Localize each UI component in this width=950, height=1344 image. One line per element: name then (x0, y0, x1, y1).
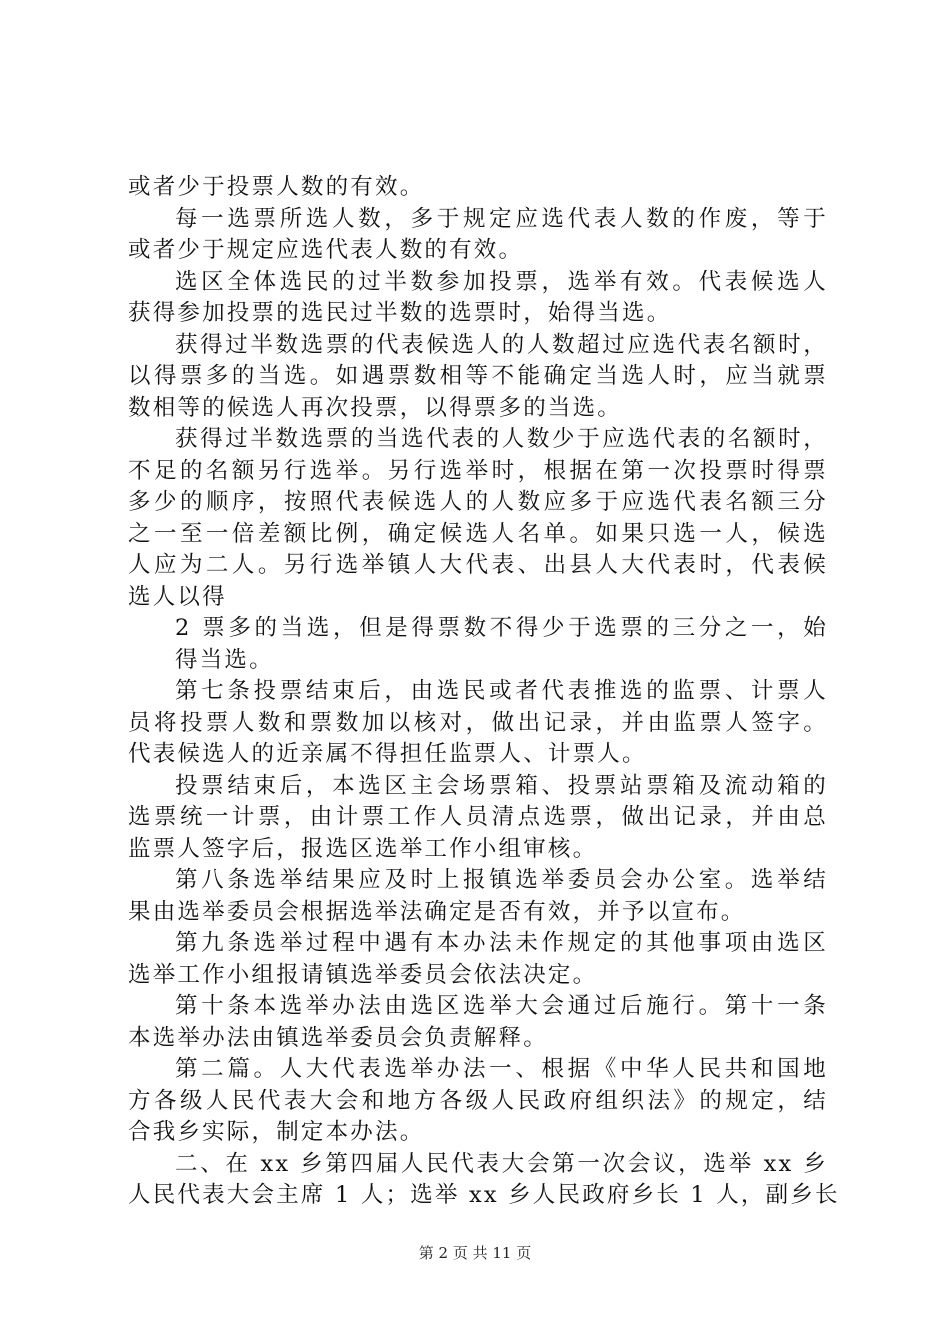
text-line: 合我乡实际，制定本办法。 (128, 1119, 425, 1145)
text-line: 获得过半数选票的代表候选人的人数超过应选代表名额时， (175, 331, 828, 358)
text-line: 之一至一倍差额比例，确定候选人名单。如果只选一人，候选 (128, 520, 828, 547)
text-line: 选人以得 (128, 583, 227, 610)
text-line: 方各级人民代表大会和地方各级人民政府组织法》的规定，结 (128, 1087, 828, 1114)
text-line: 或者少于投票人数的有效。 (128, 174, 425, 200)
text-line: 数相等的候选人再次投票，以得票多的当选。 (128, 394, 623, 421)
text-line: 果由选举委员会根据选举法确定是否有效，并予以宣布。 (128, 898, 746, 925)
text-line: 每一选票所选人数，多于规定应选代表人数的作废，等于 (175, 205, 828, 232)
text-line: 多少的顺序，按照代表候选人的人数应多于应选代表名额三分 (128, 489, 828, 515)
text-line: 获得过半数选票的当选代表的人数少于应选代表的名额时， (175, 426, 828, 452)
text-line: 获得参加投票的选民过半数的选票时，始得当选。 (128, 300, 672, 326)
text-line: 代表候选人的近亲属不得担任监票人、计票人。 (128, 741, 647, 767)
text-line: 得当选。 (175, 646, 274, 673)
text-line: 人应为二人。另行选举镇人大代表、出县人大代表时，代表候 (128, 552, 828, 578)
text-line: 监票人签字后，报选区选举工作小组审核。 (128, 835, 598, 862)
text-line: 选举工作小组报请镇选举委员会依法决定。 (128, 961, 598, 988)
text-line: 第七条投票结束后，由选民或者代表推选的监票、计票人 (175, 678, 828, 704)
text-line: 人民代表大会主席 1 人；选举 xx 乡人民政府乡长 1 人，副乡长 (128, 1182, 840, 1208)
text-line: 第十条本选举办法由选区选举大会通过后施行。第十一条 (175, 993, 828, 1019)
text-line: 或者少于规定应选代表人数的有效。 (128, 237, 524, 263)
text-line: 本选举办法由镇选举委员会负责解释。 (128, 1024, 548, 1051)
text-line: 选区全体选民的过半数参加投票，选举有效。代表候选人 (175, 268, 828, 295)
document-body (128, 172, 840, 1212)
text-line: 投票结束后，本选区主会场票箱、投票站票箱及流动箱的 (175, 772, 828, 799)
page-footer: 第 2 页 共 11 页 (418, 1244, 532, 1262)
text-line: 员将投票人数和票数加以核对，做出记录，并由监票人签字。 (128, 709, 828, 736)
text-line: 选票统一计票，由计票工作人员清点选票，做出记录，并由总 (128, 804, 828, 830)
text-line: 以得票多的当选。如遇票数相等不能确定当选人时，应当就票 (128, 363, 828, 389)
text-line: 第九条选举过程中遇有本办法未作规定的其他事项由选区 (175, 930, 828, 956)
text-line: 第二篇。人大代表选举办法一、根据《中华人民共和国地 (175, 1056, 828, 1082)
text-line: 第八条选举结果应及时上报镇选举委员会办公室。选举结 (175, 867, 828, 893)
text-line: 2 票多的当选，但是得票数不得少于选票的三分之一，始 (175, 615, 828, 641)
text-line: 不足的名额另行选举。另行选举时，根据在第一次投票时得票 (128, 457, 828, 484)
text-line: 二、在 xx 乡第四届人民代表大会第一次会议，选举 xx 乡 (175, 1150, 828, 1177)
